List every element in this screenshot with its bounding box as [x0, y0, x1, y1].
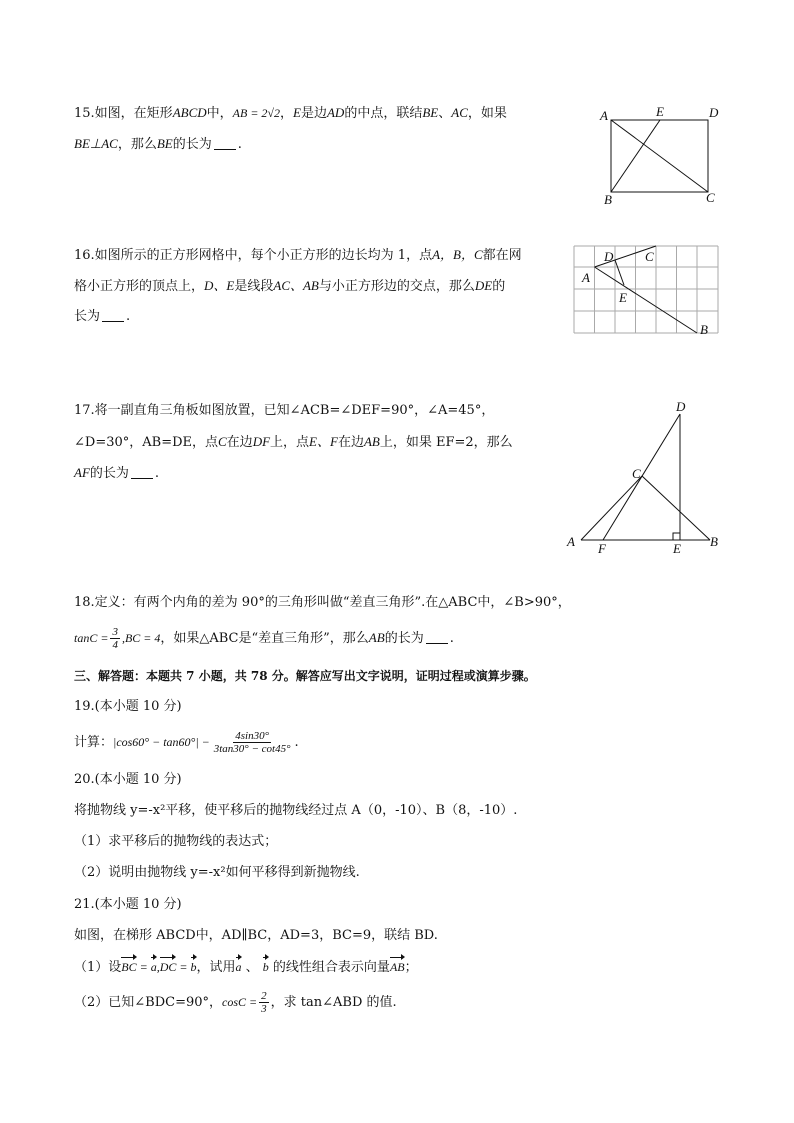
q16-line1: 16.如图所示的正方形网格中，每个小正方形的边长均为 1，点A，B，C都在网	[74, 247, 522, 263]
vector-a: a	[150, 960, 157, 974]
answer-blank	[131, 466, 153, 479]
q17-line3: AF的长为 .	[74, 465, 160, 481]
q16-label-a: A	[582, 270, 590, 285]
q20-line1: 将抛物线 y=-x²平移，使平移后的抛物线经过点 A（0，-10）、B（8，-10）.	[74, 803, 518, 818]
q17-label-f: F	[598, 541, 606, 556]
q16-label-c: C	[645, 249, 654, 264]
q17-triangles-figure	[562, 398, 728, 558]
answer-blank	[426, 631, 448, 644]
q19-title: 19.(本小题 10 分)	[74, 699, 182, 714]
q21-line1: 如图，在梯形 ABCD中，AD∥BC，AD=3，BC=9，联结 BD.	[74, 928, 438, 943]
vector-ab: AB	[389, 960, 405, 974]
q21-title: 21.(本小题 10 分)	[74, 897, 182, 912]
vector-bc: BC	[121, 960, 137, 974]
answer-blank	[214, 137, 236, 150]
q15-rectangle-figure	[596, 104, 726, 208]
q15-label-b: B	[604, 192, 612, 207]
vector-b: b	[190, 960, 197, 974]
vector-a: a	[235, 960, 242, 974]
q17-label-d: D	[676, 399, 686, 414]
answer-blank	[102, 309, 124, 322]
q15-label-d: D	[709, 105, 719, 120]
q21-line3: （2）已知∠BDC=90°，cosC = $\frac{2}{3}$ ，求 tan∠ABD 的值.	[74, 990, 397, 1015]
q17-label-b: B	[710, 534, 718, 549]
q17-line1: 17.将一副直角三角板如图放置，已知∠ACB=∠DEF=90°，∠A=45°，	[74, 403, 495, 418]
q16-grid-figure	[572, 244, 722, 338]
q17-label-e: E	[673, 541, 681, 556]
q20-line2: （1）求平移后的抛物线的表达式；	[74, 834, 278, 849]
q18-line2: tanC = $\frac{3}{4}$ ,BC = 4，如果△ABC是“差直三角形”，那么AB的长为 .	[74, 626, 454, 651]
q16-label-d: D	[604, 249, 614, 264]
q16-label-e: E	[619, 290, 627, 305]
q16-line3: 长为 .	[74, 309, 131, 324]
q18-line1: 18.定义：有两个内角的差为 90°的三角形叫做“差直三角形”.在△ABC中，∠B>90°，	[74, 595, 571, 610]
q17-label-a: A	[567, 534, 575, 549]
q18-fraction: $\frac{3}{4}$	[112, 626, 118, 651]
q15-line1: 15.如图，在矩形ABCD中，AB = 2√2，E是边AD的中点，联结BE、AC，如果	[74, 105, 507, 121]
q21-line2: （1）设BC = a,DC = b，试用a 、 b 的线性组合表示向量AB；	[74, 960, 418, 975]
q19-fraction: $\frac{4\sin 30^\circ}{3\tan 30^\circ - \cot 45^\circ}$	[213, 730, 291, 755]
section3-heading: 三、解答题：本题共 7 小题，共 78 分。解答应写出文字说明，证明过程或演算步骤。	[74, 669, 536, 683]
q15-line2: BE⊥AC，那么BE的长为 .	[74, 136, 242, 152]
vector-b: b	[262, 960, 269, 974]
q16-line2: 格小正方形的顶点上，D、E是线段AC、AB与小正方形边的交点，那么DE的	[74, 278, 506, 294]
q15-label-a: A	[600, 108, 608, 123]
q15-label-c: C	[706, 190, 715, 205]
vector-dc: DC	[159, 960, 177, 974]
q16-label-b: B	[700, 322, 708, 337]
q20-title: 20.(本小题 10 分)	[74, 772, 182, 787]
q17-line2: ∠D=30°，AB=DE，点C在边DF上，点E、F在边AB上，如果 EF=2，那么	[74, 434, 513, 450]
q21-fraction: $\frac{2}{3}$	[261, 990, 267, 1015]
q20-line3: （2）说明由抛物线 y=-x²如何平移得到新抛物线.	[74, 865, 360, 880]
q15-label-e: E	[656, 104, 664, 119]
q19-expression: 计算：|cos60° − tan60°| − $\frac{4\sin 30^\circ}{3\tan 30^\circ - \cot 45^\circ}$ .	[74, 730, 299, 755]
q17-label-c: C	[632, 466, 641, 481]
